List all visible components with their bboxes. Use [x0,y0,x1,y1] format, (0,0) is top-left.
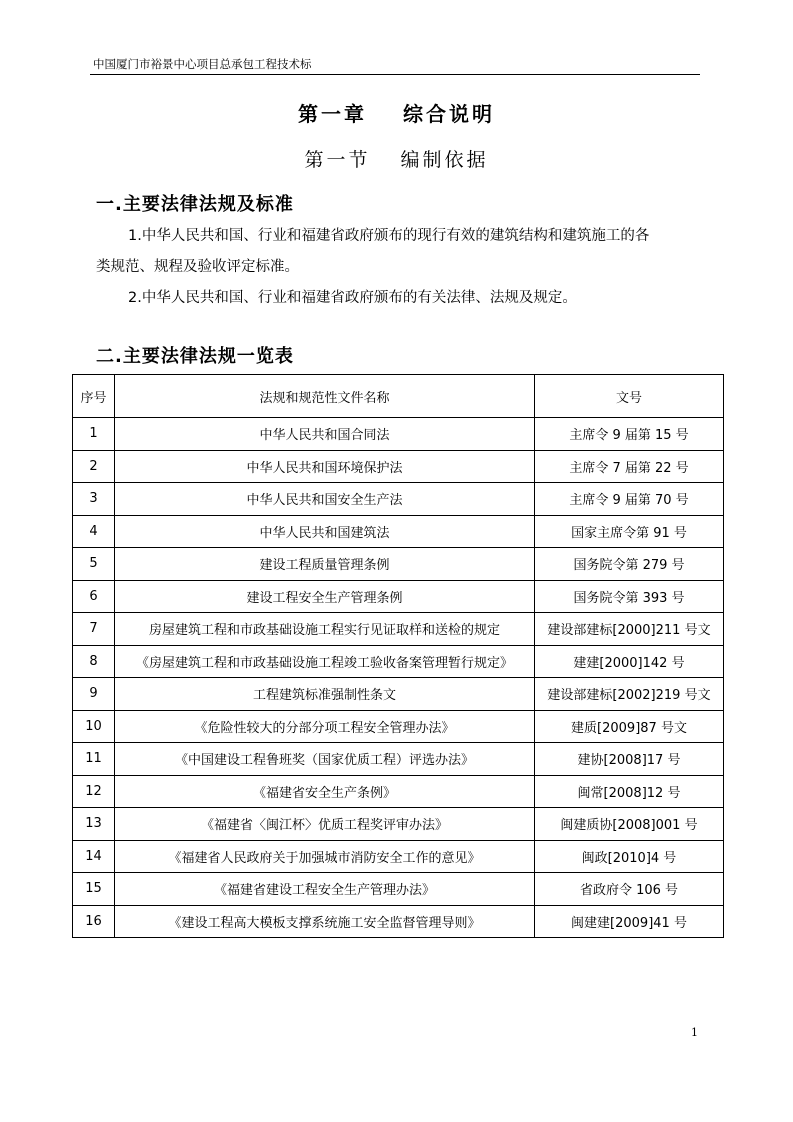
row-doc-number: 建协[2008]17 号 [535,743,724,776]
row-index: 9 [73,678,115,711]
section-name: 编制依据 [400,149,489,171]
row-index: 5 [73,548,115,581]
row-doc-number: 建质[2009]87 号文 [535,710,724,743]
row-law-name: 建设工程质量管理条例 [115,548,535,581]
table-row [73,905,724,938]
row-index: 14 [73,840,115,873]
table-row [73,840,724,873]
table-row [73,548,724,581]
page-number: 1 [691,1026,698,1039]
table-row [73,580,724,613]
row-doc-number: 主席令 9 届第 70 号 [535,483,724,516]
row-index: 11 [73,743,115,776]
row-law-name: 中华人民共和国建筑法 [115,515,535,548]
header-divider [90,74,700,75]
row-law-name: 工程建筑标准强制性条文 [115,678,535,711]
row-index: 3 [73,483,115,516]
row-index: 8 [73,645,115,678]
row-law-name: 房屋建筑工程和市政基础设施工程实行见证取样和送检的规定 [115,613,535,646]
row-index: 2 [73,450,115,483]
paragraph-1-line-2: 类规范、规程及验收评定标准。 [96,259,299,275]
row-doc-number: 主席令 7 届第 22 号 [535,450,724,483]
table-row [73,775,724,808]
row-doc-number: 省政府令 106 号 [535,873,724,906]
row-law-name: 中华人民共和国合同法 [115,418,535,451]
row-law-name: 《福建省〈闽江杯〉优质工程奖评审办法》 [115,808,535,841]
table-row [73,450,724,483]
section-title [0,145,793,172]
chapter-name: 综合说明 [403,102,495,126]
row-law-name: 建设工程安全生产管理条例 [115,580,535,613]
row-doc-number: 国务院令第 393 号 [535,580,724,613]
row-law-name: 《房屋建筑工程和市政基础设施工程竣工验收备案管理暂行规定》 [115,645,535,678]
row-law-name: 中华人民共和国安全生产法 [115,483,535,516]
row-law-name: 《福建省安全生产条例》 [115,775,535,808]
row-index: 1 [73,418,115,451]
heading-laws-list: 二.主要法律法规一览表 [96,346,294,367]
paragraph-1-line-1: 1.中华人民共和国、行业和福建省政府颁布的现行有效的建筑结构和建筑施工的各 [128,228,650,244]
row-doc-number: 主席令 9 届第 15 号 [535,418,724,451]
heading-laws-standards: 一.主要法律法规及标准 [96,194,294,215]
row-doc-number: 建设部建标[2000]211 号文 [535,613,724,646]
table-row [73,710,724,743]
chapter-number: 第一章 [298,102,367,126]
row-doc-number: 闽建质协[2008]001 号 [535,808,724,841]
chapter-title [0,98,793,127]
row-index: 6 [73,580,115,613]
paragraph-2: 2.中华人民共和国、行业和福建省政府颁布的有关法律、法规及规定。 [128,290,577,306]
row-doc-number: 建建[2000]142 号 [535,645,724,678]
table-row [73,515,724,548]
running-header: 中国厦门市裕景中心项目总承包工程技术标 [93,57,312,71]
header-index: 序号 [73,375,115,418]
header-doc-number: 文号 [535,375,724,418]
table-row [73,808,724,841]
section-number: 第一节 [304,149,371,171]
table-row [73,645,724,678]
row-index: 13 [73,808,115,841]
row-index: 4 [73,515,115,548]
row-doc-number: 闽政[2010]4 号 [535,840,724,873]
row-law-name: 《中国建设工程鲁班奖（国家优质工程）评选办法》 [115,743,535,776]
row-law-name: 《建设工程高大模板支撑系统施工安全监督管理导则》 [115,905,535,938]
header-law-name: 法规和规范性文件名称 [115,375,535,418]
table-row [73,483,724,516]
laws-table [72,374,724,938]
table-row [73,873,724,906]
row-law-name: 《福建省建设工程安全生产管理办法》 [115,873,535,906]
row-doc-number: 闽建建[2009]41 号 [535,905,724,938]
table-row [73,418,724,451]
row-index: 10 [73,710,115,743]
table-row [73,743,724,776]
table-row [73,678,724,711]
row-law-name: 《福建省人民政府关于加强城市消防安全工作的意见》 [115,840,535,873]
row-index: 16 [73,905,115,938]
row-law-name: 中华人民共和国环境保护法 [115,450,535,483]
row-index: 15 [73,873,115,906]
row-doc-number: 闽常[2008]12 号 [535,775,724,808]
row-index: 12 [73,775,115,808]
row-index: 7 [73,613,115,646]
table-header-row [73,375,724,418]
table-row [73,613,724,646]
row-doc-number: 国家主席令第 91 号 [535,515,724,548]
row-doc-number: 建设部建标[2002]219 号文 [535,678,724,711]
row-law-name: 《危险性较大的分部分项工程安全管理办法》 [115,710,535,743]
row-doc-number: 国务院令第 279 号 [535,548,724,581]
